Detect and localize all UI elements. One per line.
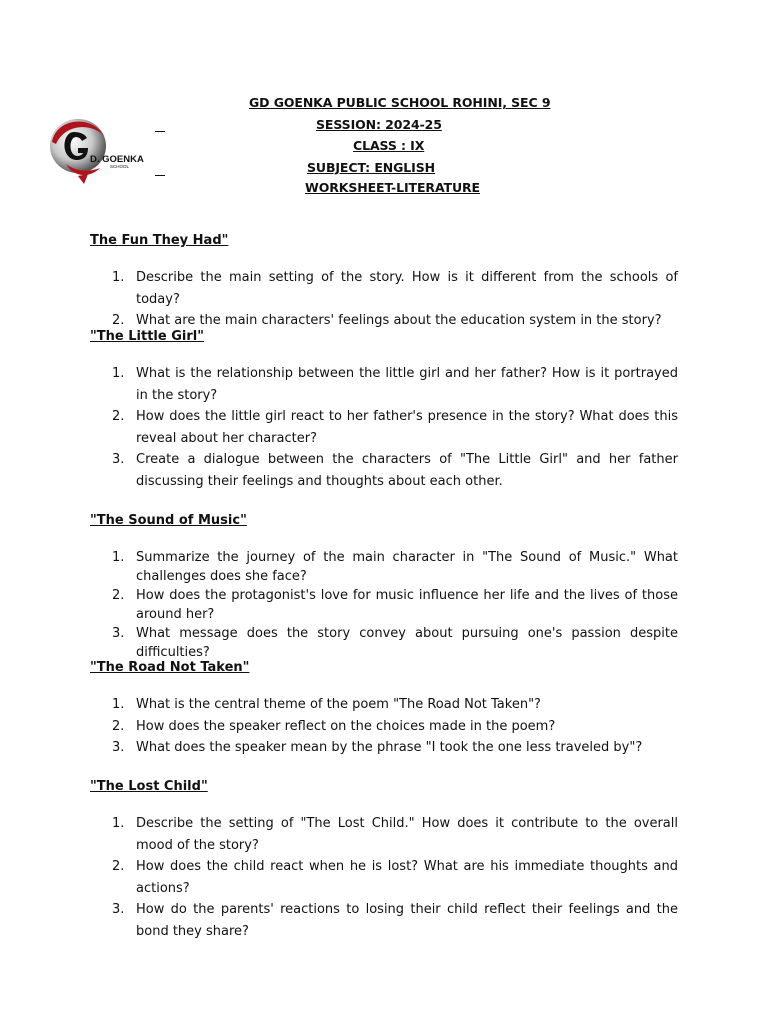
question-item: 2. How does the speaker reflect on the choices made in the poem? (112, 718, 556, 734)
section-title-fun-they-had: The Fun They Had" (90, 233, 229, 248)
question-list-fun-they-had (90, 267, 678, 332)
section-title-little-girl: "The Little Girl" (90, 329, 204, 344)
subject-label: SUBJECT: ENGLISH (307, 160, 435, 175)
section-title-lost-child: "The Lost Child" (90, 779, 208, 794)
logo-dash-bottom (155, 175, 165, 176)
question-item: 3. Create a dialogue between the characters of "The Little Girl" and her father discussing their feelings and thoughts about each other. (112, 452, 678, 489)
question-item: 2. How does the child react when he is lost? What are his immediate thoughts and actions? (112, 859, 678, 896)
question-list-little-girl (90, 363, 678, 492)
question-item: 1. What is the relationship between the little girl and her father? How is it portrayed in the story? (112, 366, 678, 403)
question-item: 2. What are the main characters' feelings about the education system in the story? (112, 313, 662, 328)
class-label: CLASS : IX (353, 138, 425, 153)
question-item: 1. Describe the setting of "The Lost Child." How does it contribute to the overall mood of the story? (112, 816, 678, 853)
question-item: 1. Summarize the journey of the main character in "The Sound of Music." What challenges does she face? (112, 550, 678, 584)
logo-dash-top (155, 131, 165, 132)
school-logo-graphic (44, 112, 168, 184)
question-item: 3. How do the parents' reactions to losing their child reflect their feelings and the bond they share? (112, 902, 678, 939)
question-list-lost-child (90, 813, 678, 942)
question-item: 1. What is the central theme of the poem "The Road Not Taken"? (112, 697, 541, 712)
school-name: GD GOENKA PUBLIC SCHOOL ROHINI, SEC 9 (249, 95, 551, 110)
question-item: 1. Describe the main setting of the story. How is it different from the schools of today? (112, 270, 678, 307)
question-item: 3. What does the speaker mean by the phrase "I took the one less traveled by"? (112, 740, 643, 755)
question-item: 2. How does the protagonist's love for music influence her life and the lives of those around her? (112, 588, 678, 622)
section-title-road-not-taken: "The Road Not Taken" (90, 660, 250, 675)
question-list-sound-of-music (90, 548, 678, 662)
worksheet-title: WORKSHEET-LITERATURE (305, 180, 480, 195)
section-title-sound-of-music: "The Sound of Music" (90, 513, 247, 528)
question-item: 2. How does the little girl react to her father's presence in the story? What does this reveal about her character? (112, 409, 678, 446)
question-item: 3. What message does the story convey about pursuing one's passion despite difficulties? (112, 626, 678, 660)
session-label: SESSION: 2024-25 (316, 117, 442, 132)
school-logo (44, 112, 168, 184)
logo-subtext: SCHOOL (110, 164, 130, 169)
question-list-road-not-taken (90, 694, 678, 759)
logo-text: D. GOENKA (90, 154, 144, 165)
